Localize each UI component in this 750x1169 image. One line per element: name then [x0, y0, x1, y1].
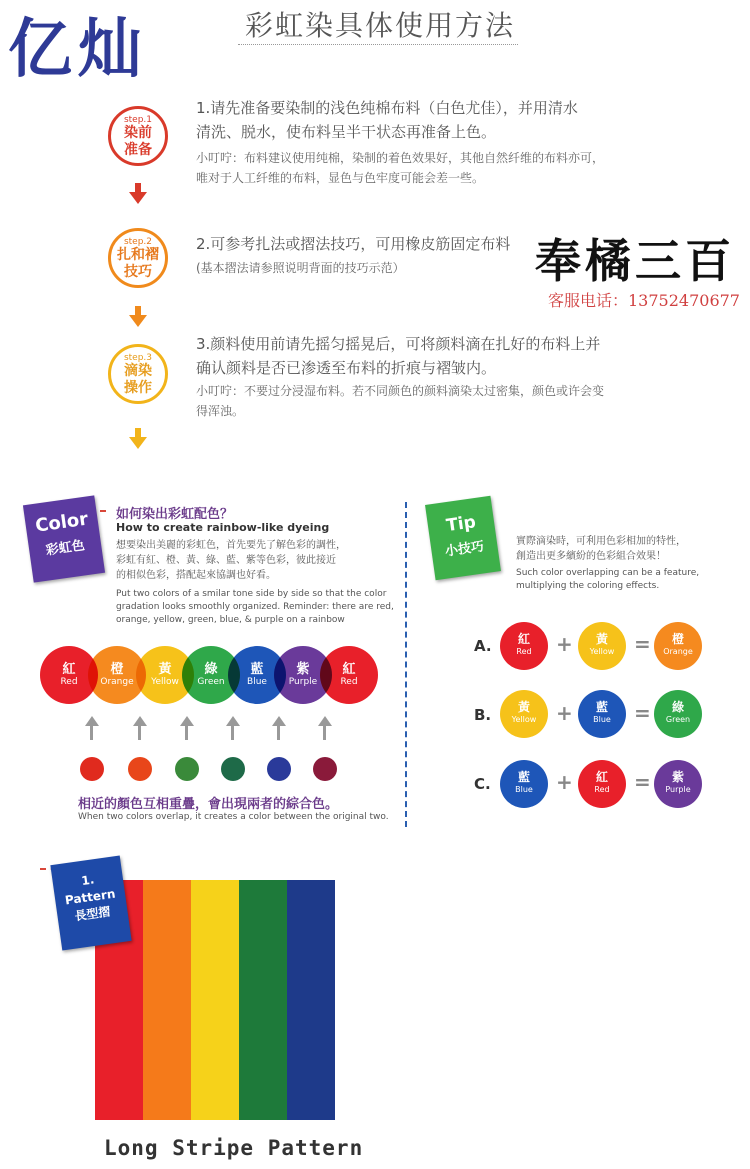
mix-dot — [175, 757, 199, 781]
color-body-en — [116, 588, 401, 627]
step-3-tip-line2: 得浑浊。 — [196, 404, 245, 418]
swatch-label-zh: 紫 — [296, 662, 310, 677]
stripe-blue — [287, 880, 335, 1120]
shop-stamp: 奉橘三百 — [535, 234, 735, 288]
tip-b-color-1 — [500, 690, 548, 738]
step-1-tip-line2: 唯对于人工纤维的布料，显色与色牢度可能会差一些。 — [196, 171, 485, 185]
brand-logo: 亿灿 — [8, 12, 148, 87]
tip-dot-label-en: Red — [516, 647, 532, 656]
rainbow-swatch-red-end — [320, 646, 378, 704]
tip-dot-label-zh: 紅 — [517, 632, 530, 646]
pattern-tag-zh: 長型摺 — [73, 904, 112, 924]
tip-a-color-1 — [500, 622, 548, 670]
color-body-zh-line: 想要染出美麗的彩虹色，首先要先了解色彩的調性， — [116, 540, 346, 551]
mix-dot — [221, 757, 245, 781]
up-arrow-stem — [323, 726, 326, 740]
pattern-tag — [50, 856, 131, 951]
stripe-orange — [143, 880, 191, 1120]
swatch-label-en: Red — [340, 677, 358, 687]
mix-dot — [128, 757, 152, 781]
tip-body-en-line: Such color overlapping can be a feature, — [516, 568, 700, 578]
tip-body-zh-line: 創造出更多繽紛的色彩組合效果！ — [516, 551, 666, 562]
mix-dot — [313, 757, 337, 781]
up-arrow-icon — [180, 716, 194, 726]
step-2-number: step.2 — [123, 237, 153, 247]
step-3-badge — [108, 344, 168, 404]
tip-b-color-2 — [578, 690, 626, 738]
tip-dot-label-en: Red — [594, 785, 610, 794]
equals-icon: = — [634, 701, 651, 725]
swatch-label-zh: 紅 — [342, 662, 356, 677]
tip-a-result — [654, 622, 702, 670]
color-body-en-line: Put two colors of a smilar tone side by side so that the color — [116, 589, 387, 599]
step-2-tip-line1: (基本摺法请参照说明背面的技巧示范） — [196, 261, 405, 275]
stripe-green — [239, 880, 287, 1120]
swatch-label-zh: 綠 — [204, 662, 218, 677]
tip-dot-label-en: Yellow — [511, 715, 537, 724]
swatch-label-zh: 橙 — [110, 662, 124, 677]
step-3-text — [196, 332, 666, 380]
up-arrow-icon — [318, 716, 332, 726]
down-arrow-icon — [129, 437, 147, 449]
tip-dot-label-zh: 橙 — [671, 632, 684, 646]
plus-icon: + — [556, 632, 573, 656]
pattern-tag-number: 1. — [80, 872, 96, 889]
mix-dot — [80, 757, 104, 781]
step-1-badge — [108, 106, 168, 166]
tip-dot-label-en: Blue — [593, 715, 611, 724]
color-body-zh-line: 彩虹有紅、橙、黃、綠、藍、紫等色彩，彼此接近 — [116, 555, 336, 566]
step-3-tip — [196, 381, 666, 421]
tip-dot-label-zh: 黃 — [595, 632, 608, 646]
step-1-number: step.1 — [123, 115, 153, 125]
tip-c-color-1 — [500, 760, 548, 808]
step-1-label-line2: 准备 — [124, 142, 152, 158]
swatch-label-zh: 黃 — [158, 662, 172, 677]
tip-dot-label-en: Yellow — [589, 647, 615, 656]
equals-icon: = — [634, 770, 651, 794]
up-arrow-icon — [133, 716, 147, 726]
up-arrow-stem — [90, 726, 93, 740]
step-1-text-line1: 1.请先准备要染制的浅色纯棉布料（白色尤佳），并用清水 — [196, 99, 578, 117]
plus-icon: + — [556, 701, 573, 725]
color-footer-en: When two colors overlap, it creates a color between the original two. — [78, 812, 389, 822]
up-arrow-stem — [231, 726, 234, 740]
tip-tag — [425, 496, 501, 580]
color-tag-zh: 彩虹色 — [44, 538, 86, 559]
color-body-en-line: orange, yellow, green, blue, & purple on a rainbow — [116, 615, 345, 625]
swatch-label-en: Orange — [100, 677, 134, 687]
step-2-text-line1: 2.可参考扎法或摺法技巧，可用橡皮筋固定布料 — [196, 235, 511, 253]
step-3-label-line1: 滴染 — [124, 363, 152, 379]
stripe-pattern-photo — [95, 880, 335, 1120]
tip-row-a-label: A. — [474, 637, 492, 655]
swatch-label-zh: 紅 — [62, 662, 76, 677]
tip-dot-label-zh: 紅 — [595, 770, 608, 784]
step-1-tip — [196, 148, 666, 188]
step-2-label-line1: 扎和褶 — [117, 247, 159, 263]
up-arrow-icon — [272, 716, 286, 726]
swatch-label-en: Red — [60, 677, 78, 687]
plus-icon: + — [556, 770, 573, 794]
pattern-tag-en: Pattern — [64, 886, 117, 908]
title-divider — [238, 44, 518, 45]
tip-body-en-line: multiplying the coloring effects. — [516, 581, 660, 591]
swatch-label-en: Blue — [247, 677, 267, 687]
step-3-number: step.3 — [123, 353, 153, 363]
up-arrow-icon — [85, 716, 99, 726]
step-2-tip — [196, 258, 666, 278]
contact-phone: 客服电话：13752470677 — [548, 291, 740, 310]
step-3-tip-line1: 小叮咛：不要过分浸湿布料。若不同颜色的颜料滴染太过密集，颜色或许会变 — [196, 384, 605, 398]
tip-c-color-2 — [578, 760, 626, 808]
swatch-label-en: Purple — [288, 677, 318, 687]
tip-dot-label-zh: 紫 — [671, 770, 684, 784]
color-footer-zh: 相近的顏色互相重疊，會出現兩者的綜合色。 — [78, 797, 339, 812]
tip-dot-label-en: Purple — [665, 785, 691, 794]
up-arrow-stem — [277, 726, 280, 740]
tip-dot-label-zh: 藍 — [517, 770, 530, 784]
stripe-yellow — [191, 880, 239, 1120]
tip-body-zh — [516, 534, 736, 564]
step-1-text-line2: 清洗、脱水，使布料呈半干状态再准备上色。 — [196, 123, 497, 141]
up-arrow-stem — [138, 726, 141, 740]
step-2-text — [196, 232, 541, 256]
color-heading-en: How to create rainbow-like dyeing — [116, 521, 330, 534]
tip-dot-label-en: Blue — [515, 785, 533, 794]
tip-tag-zh: 小技巧 — [444, 539, 485, 560]
page-title: 彩虹染具体使用方法 — [244, 9, 515, 42]
step-3-label-line2: 操作 — [124, 380, 152, 396]
step-3-text-line1: 3.颜料使用前请先摇匀摇晃后，可将颜料滴在扎好的布料上并 — [196, 335, 601, 353]
tip-dot-label-en: Green — [665, 715, 691, 724]
color-tag-en: Color — [34, 508, 90, 537]
tip-c-result — [654, 760, 702, 808]
tip-panel-divider — [405, 502, 407, 827]
color-tag — [23, 495, 105, 582]
equals-icon: = — [634, 632, 651, 656]
swatch-label-en: Yellow — [151, 677, 179, 687]
step-1-tip-line1: 小叮咛：布料建议使用纯棉，染制的着色效果好，其他自然纤维的布料亦可， — [196, 151, 605, 165]
tip-tag-en: Tip — [445, 512, 478, 537]
mix-dot — [267, 757, 291, 781]
tip-body-zh-line: 實際滴染時，可利用色彩相加的特性， — [516, 536, 686, 547]
swatch-label-zh: 藍 — [250, 662, 264, 677]
down-arrow-icon — [129, 192, 147, 204]
swatch-label-en: Green — [197, 677, 225, 687]
color-body-en-line: gradation looks smoothly organized. Reminder: there are red, — [116, 602, 394, 612]
tip-dot-label-zh: 綠 — [671, 700, 684, 714]
color-body-zh-line: 的相似色彩，搭配起來協調也好看。 — [116, 570, 276, 581]
tip-row-b-label: B. — [474, 706, 492, 724]
tip-dot-label-zh: 黃 — [517, 700, 530, 714]
step-2-label-line2: 技巧 — [124, 264, 152, 280]
tip-dot-label-zh: 藍 — [595, 700, 608, 714]
tip-dot-label-en: Orange — [663, 647, 693, 656]
tip-a-color-2 — [578, 622, 626, 670]
color-body-zh — [116, 538, 386, 583]
step-2-badge — [108, 228, 168, 288]
tip-body-en — [516, 567, 736, 593]
pattern-caption: Long Stripe Pattern — [104, 1136, 364, 1160]
down-arrow-icon — [129, 315, 147, 327]
step-1-text — [196, 96, 666, 144]
up-arrow-stem — [185, 726, 188, 740]
tip-b-result — [654, 690, 702, 738]
up-arrow-icon — [226, 716, 240, 726]
tip-row-c-label: C. — [474, 775, 491, 793]
color-heading-zh: 如何染出彩虹配色？ — [116, 507, 234, 522]
step-3-text-line2: 确认颜料是否已渗透至布料的折痕与褶皱内。 — [196, 359, 497, 377]
step-1-label-line1: 染前 — [124, 125, 152, 141]
